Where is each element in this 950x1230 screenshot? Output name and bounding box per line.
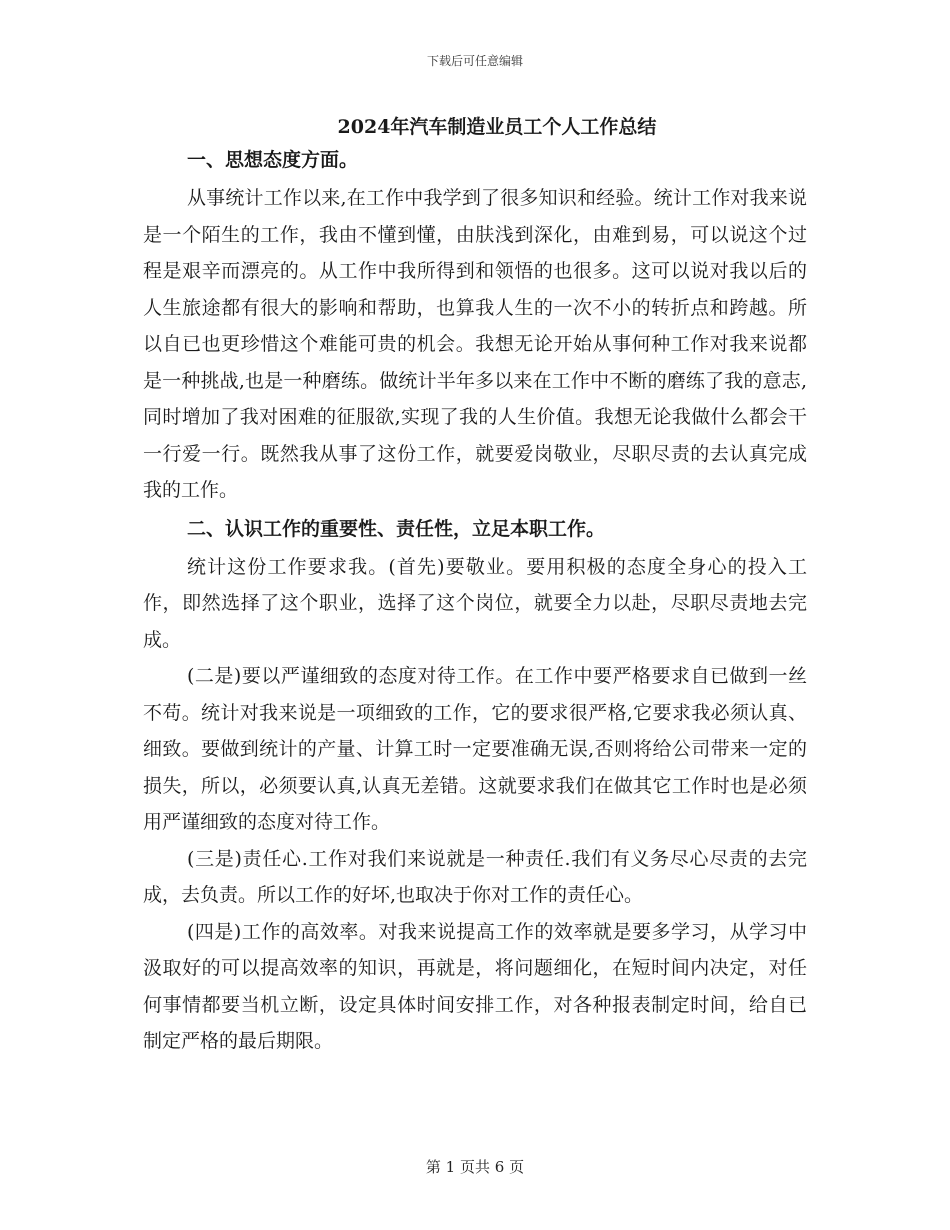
section-2-paragraph-4: (四是)工作的高效率。对我来说提高工作的效率就是要多学习，从学习中汲取好的可以提高效率的知识，再就是，将问题细化，在短时间内决定，对任何事情都要当机立断，设定具体时间安排工作，对各种报表制定时间，给自已制定严格的最后期限。 xyxy=(143,920,807,1052)
section-2-paragraph-1: 统计这份工作要求我。(首先)要敬业。要用积极的态度全身心的投入工作，即然选择了这个职业，选择了这个岗位，就要全力以赴，尽职尽责地去完成。 xyxy=(143,555,807,651)
section-heading-2: 二、认识工作的重要性、责任性，立足本职工作。 xyxy=(187,517,606,540)
section-1-paragraph-1: 从事统计工作以来,在工作中我学到了很多知识和经验。统计工作对我来说是一个陌生的工作，我由不懂到懂，由肤浅到深化，由难到易，可以说这个过程是艰辛而漂亮的。从工作中我所得到和领悟的也很多。这可以说对我以后的人生旅途都有很大的影响和帮助，也算我人生的一次不小的转折点和跨越。所以自已也更珍惜这个难能可贵的机会。我想无论开始从事何种工作对我来说都是一种挑战,也是一种磨练。做统计半年多以来在工作中不断的磨练了我的意志,同时增加了我对困难的征服欲,实现了我的人生价值。我想无论我做什么都会干一行爱一行。既然我从事了这份工作，就要爱岗敬业，尽职尽责的去认真完成我的工作。 xyxy=(143,187,807,501)
section-2-paragraph-2: (二是)要以严谨细致的态度对待工作。在工作中要严格要求自已做到一丝不苟。统计对我来说是一项细致的工作，它的要求很严格,它要求我必须认真、细致。要做到统计的产量、计算工时一定要准确无误,否则将给公司带来一定的损失，所以，必须要认真,认真无差错。这就要求我们在做其它工作时也是必须用严谨细致的态度对待工作。 xyxy=(143,665,807,833)
page-header-note: 下载后可任意编辑 xyxy=(426,54,523,68)
document-body xyxy=(143,112,807,1060)
section-heading-1: 一、思想态度方面。 xyxy=(187,149,359,171)
section-2-paragraph-3: (三是)责任心.工作对我们来说就是一种责任.我们有义务尽心尽责的去完成，去负责。所以工作的好坏,也取决于你对工作的责任心。 xyxy=(143,847,807,906)
document-title: 2024年汽车制造业员工个人工作总结 xyxy=(337,116,657,138)
page-footer-number: 第 1 页共 6 页 xyxy=(425,1158,525,1176)
